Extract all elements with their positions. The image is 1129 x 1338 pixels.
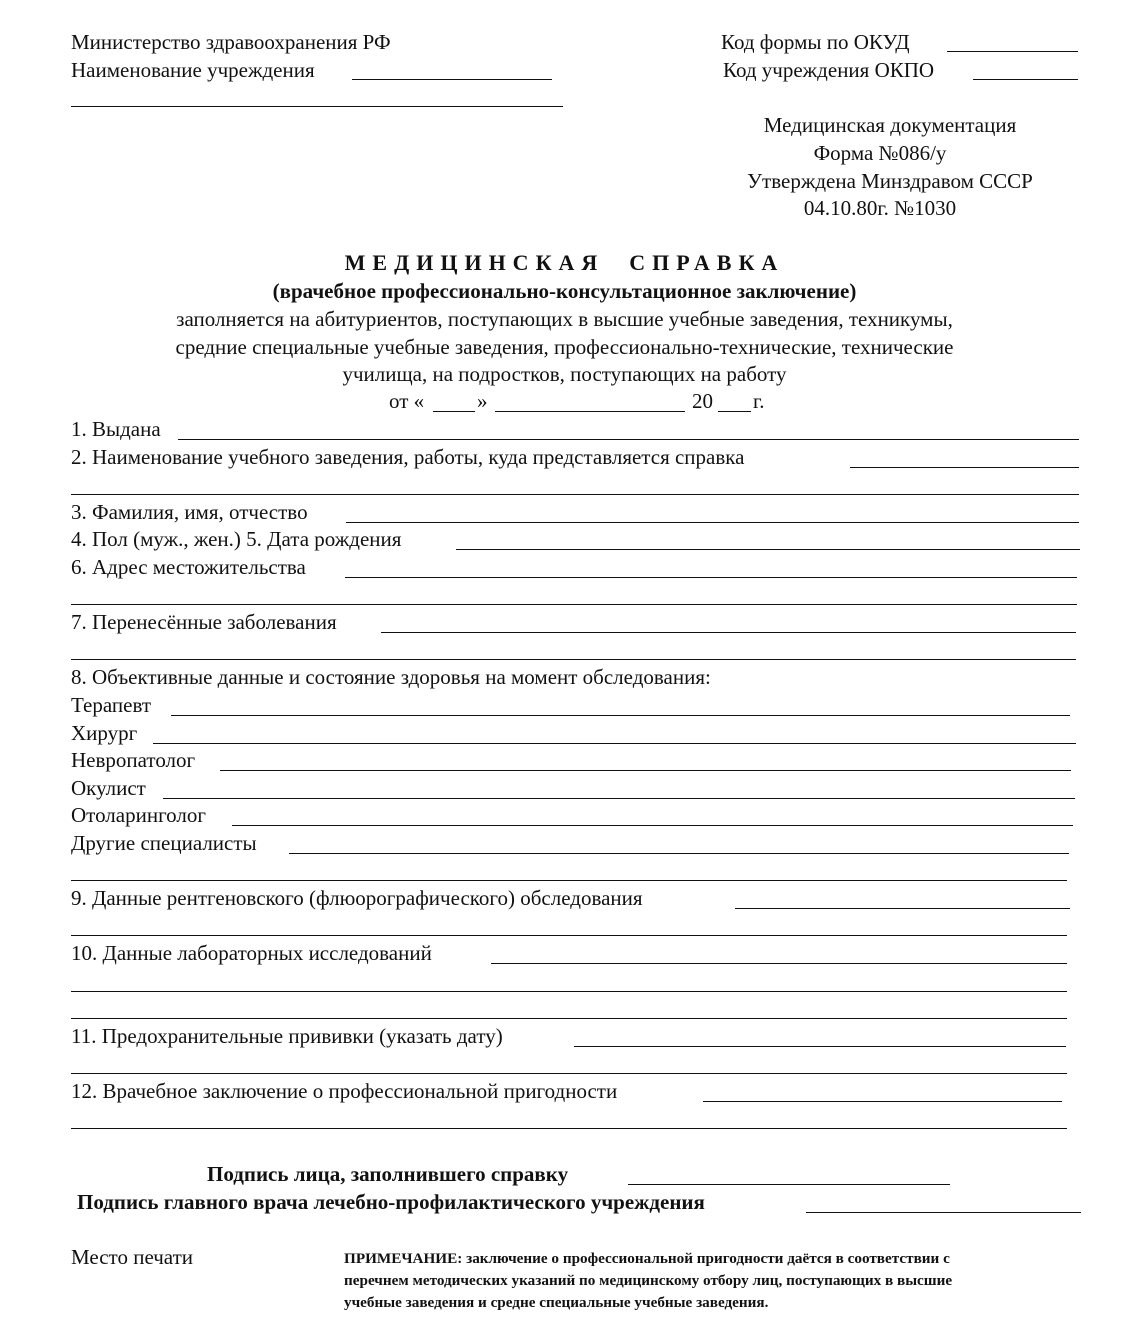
field-2-line[interactable] [850, 467, 1079, 468]
surgeon-line[interactable] [153, 743, 1076, 744]
date-prefix: от « [389, 389, 425, 413]
approval-date: 04.10.80г. №1030 [803, 196, 957, 220]
field-7-line-2[interactable] [71, 659, 1076, 660]
document-title: МЕДИЦИНСКАЯ СПРАВКА [344, 250, 785, 275]
other-specialists-label: Другие специалисты [71, 831, 257, 855]
field-2-label: 2. Наименование учебного заведения, работы, куда представляется справка [71, 445, 745, 469]
document-subtitle: (врачебное профессионально-консультационное заключение) [272, 279, 857, 303]
field-4-5-label: 4. Пол (муж., жен.) 5. Дата рождения [71, 527, 402, 551]
description-line-2: средние специальные учебные заведения, профессионально-технические, технические [175, 335, 954, 359]
ent-label: Отоларинголог [71, 803, 206, 827]
oculist-label: Окулист [71, 776, 146, 800]
field-11-line-2[interactable] [71, 1073, 1067, 1074]
field-9-line[interactable] [735, 908, 1070, 909]
institution-input-line-2[interactable] [71, 106, 563, 107]
other-specialists-line-2[interactable] [71, 880, 1067, 881]
date-close: » [477, 389, 488, 413]
date-suffix: г. [753, 389, 765, 413]
field-12-label: 12. Врачебное заключение о профессиональной пригодности [71, 1079, 618, 1103]
field-11-label: 11. Предохранительные прививки (указать дату) [71, 1024, 503, 1048]
date-month-line[interactable] [495, 411, 685, 412]
note-line-3: учебные заведения и средне специальные учебные заведения. [344, 1294, 769, 1311]
field-10-line-3[interactable] [71, 1018, 1067, 1019]
note-line-1 [344, 1251, 950, 1266]
institution-label: Наименование учреждения [71, 58, 315, 82]
neurologist-line[interactable] [220, 770, 1071, 771]
surgeon-label: Хирург [71, 721, 138, 745]
field-10-line-2[interactable] [71, 991, 1067, 992]
field-10-line[interactable] [491, 963, 1067, 964]
description-line-1: заполняется на абитуриентов, поступающих в высшие учебные заведения, техникумы, [176, 307, 953, 331]
field-8-label: 8. Объективные данные и состояние здоровья на момент обследования: [71, 665, 711, 689]
form-number: Форма №086/у [813, 141, 947, 165]
field-7-label: 7. Перенесённые заболевания [71, 610, 337, 634]
okpo-input-line[interactable] [973, 79, 1078, 80]
filler-signature-label: Подпись лица, заполнившего справку [207, 1162, 569, 1186]
field-7-line[interactable] [381, 632, 1076, 633]
institution-input-line[interactable] [352, 79, 552, 80]
neurologist-label: Невропатолог [71, 748, 196, 772]
date-year-line[interactable] [718, 411, 751, 412]
oculist-line[interactable] [163, 798, 1075, 799]
field-12-line-2[interactable] [71, 1128, 1067, 1129]
date-day-line[interactable] [433, 411, 475, 412]
field-9-label: 9. Данные рентгеновского (флюорографического) обследования [71, 886, 643, 910]
note-text-1: заключение о профессиональной пригодности даётся в соответствии с [466, 1250, 950, 1267]
ent-line[interactable] [232, 825, 1073, 826]
field-11-line[interactable] [574, 1046, 1066, 1047]
field-10-label: 10. Данные лабораторных исследований [71, 941, 432, 965]
doc-type: Медицинская документация [763, 113, 1017, 137]
chief-signature-line[interactable] [806, 1212, 1081, 1213]
ministry-label: Министерство здравоохранения РФ [71, 30, 391, 54]
field-6-label: 6. Адрес местожительства [71, 555, 306, 579]
field-1-label: 1. Выдана [71, 417, 161, 441]
field-5-line[interactable] [456, 549, 1080, 550]
note-label: ПРИМЕЧАНИЕ: [344, 1250, 463, 1267]
field-2-line-2[interactable] [71, 494, 1079, 495]
field-12-line[interactable] [703, 1101, 1062, 1102]
therapist-line[interactable] [171, 715, 1070, 716]
stamp-place-label: Место печати [71, 1245, 194, 1269]
field-9-line-2[interactable] [71, 935, 1067, 936]
field-6-line[interactable] [345, 577, 1077, 578]
field-3-label: 3. Фамилия, имя, отчество [71, 500, 308, 524]
field-1-line[interactable] [178, 439, 1079, 440]
filler-signature-line[interactable] [628, 1184, 950, 1185]
chief-signature-label: Подпись главного врача лечебно-профилактического учреждения [77, 1190, 705, 1214]
other-specialists-line[interactable] [289, 853, 1069, 854]
field-3-line[interactable] [346, 522, 1079, 523]
okud-input-line[interactable] [947, 51, 1078, 52]
date-year-label: 20 [692, 389, 713, 413]
okud-label: Код формы по ОКУД [721, 30, 910, 54]
therapist-label: Терапевт [71, 693, 152, 717]
note-line-2: перечнем методических указаний по медицинскому отбору лиц, поступающих в высшие [344, 1272, 953, 1289]
approved-by: Утверждена Минздравом СССР [747, 169, 1033, 193]
field-6-line-2[interactable] [71, 604, 1077, 605]
okpo-label: Код учреждения ОКПО [723, 58, 935, 82]
description-line-3: училища, на подростков, поступающих на работу [342, 362, 787, 386]
